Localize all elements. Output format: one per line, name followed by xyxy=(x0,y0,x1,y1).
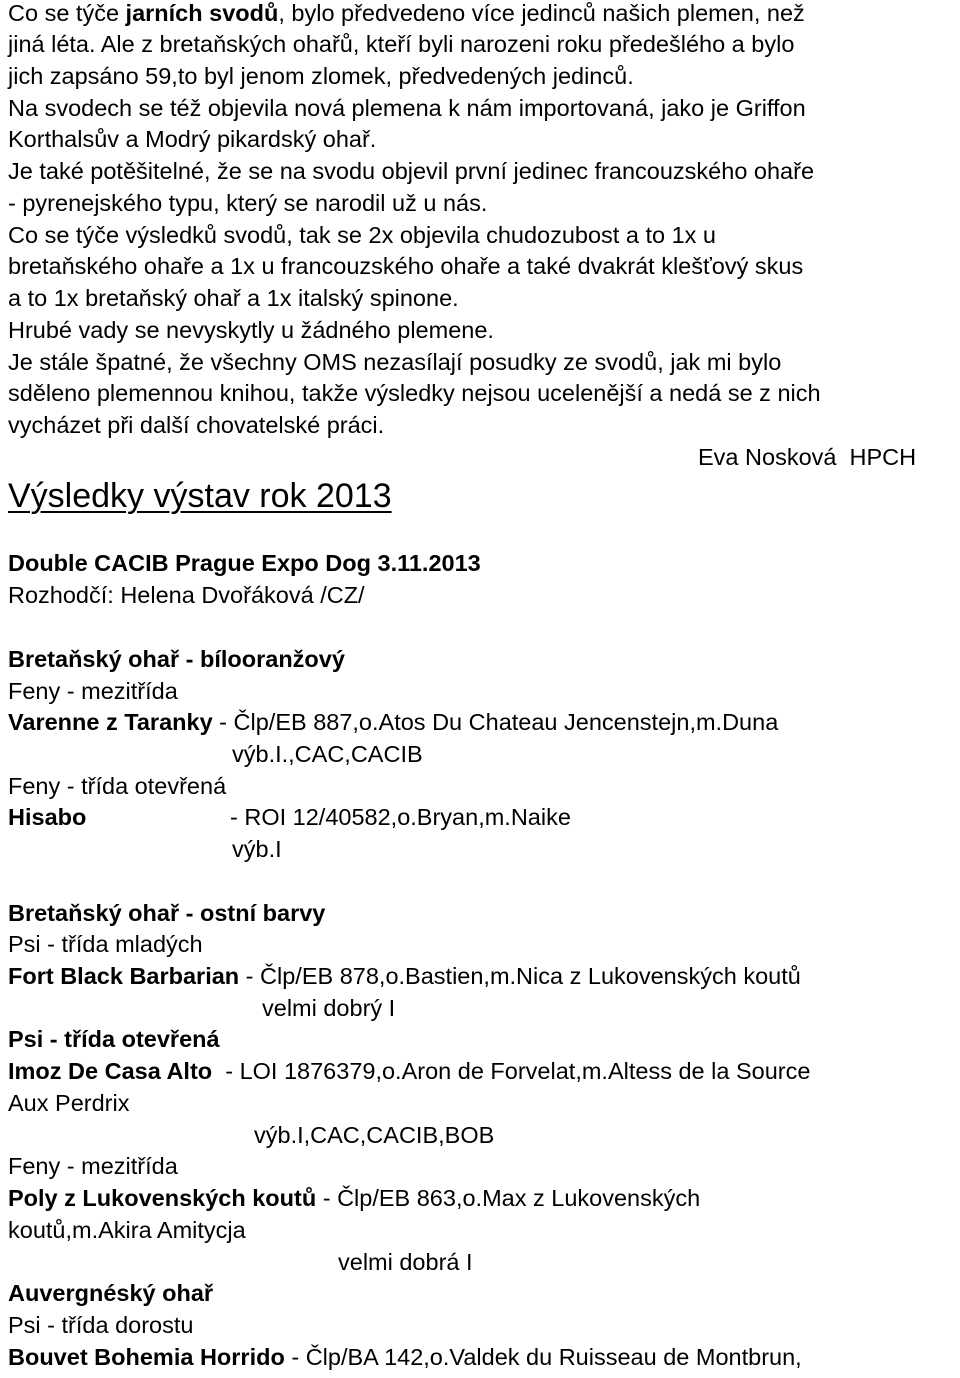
intro-line-14: vycházet při další chovatelské práci. xyxy=(8,412,385,438)
signature: Eva Nosková HPCH xyxy=(698,444,917,470)
dog-result: výb.I xyxy=(232,836,282,862)
breed-name: Auvergnéský ohař xyxy=(8,1280,214,1306)
dog-name: Hisabo xyxy=(8,804,87,830)
dog-info: - LOI 1876379,o.Aron de Forvelat,m.Altess de la Source xyxy=(212,1058,811,1084)
dog-info-cont: koutů,m.Akira Amitycja xyxy=(8,1217,246,1243)
dog-name: Poly z Lukovenských koutů xyxy=(8,1185,317,1211)
dog-entry xyxy=(8,707,778,737)
breed-name: Bretaňský ohař - bílooranžový xyxy=(8,646,345,672)
intro-line-3: jich zapsáno 59,to byl jenom zlomek, předvedených jedinců. xyxy=(8,63,634,89)
intro-line-9: bretaňského ohaře a 1x u francouzského ohaře a také dvakrát klešťový skus xyxy=(8,253,804,279)
intro-line-8: Co se týče výsledků svodů, tak se 2x objevila chudozubost a to 1x u xyxy=(8,222,717,248)
class-label: Feny - mezitřída xyxy=(8,678,178,704)
dog-result: výb.I,CAC,CACIB,BOB xyxy=(254,1122,495,1148)
dog-entry xyxy=(8,1056,810,1086)
intro-line-11: Hrubé vady se nevyskytly u žádného plemene. xyxy=(8,317,494,343)
class-label: Feny - mezitřída xyxy=(8,1153,178,1179)
show-title: Double CACIB Prague Expo Dog 3.11.2013 xyxy=(8,550,481,576)
dog-result: velmi dobrá I xyxy=(338,1249,473,1275)
text-bold: jarních svodů xyxy=(125,0,279,26)
dog-result: výb.I.,CAC,CACIB xyxy=(232,741,423,767)
intro-line-10: a to 1x bretaňský ohař a 1x italský spinone. xyxy=(8,285,459,311)
dog-entry xyxy=(8,961,801,991)
dog-info: - Člp/EB 878,o.Bastien,m.Nica z Lukovenských koutů xyxy=(239,963,801,989)
class-label: Psi - třída otevřená xyxy=(8,1026,220,1052)
dog-name: Fort Black Barbarian xyxy=(8,963,240,989)
dog-name: Varenne z Taranky xyxy=(8,709,213,735)
class-label: Feny - třída otevřená xyxy=(8,773,227,799)
class-label: Psi - třída mladých xyxy=(8,931,203,957)
text: Co se týče xyxy=(8,0,126,26)
dog-info: - ROI 12/40582,o.Bryan,m.Naike xyxy=(230,804,571,830)
show-judge: Rozhodčí: Helena Dvořáková /CZ/ xyxy=(8,582,365,608)
dog-info-cont: Aux Perdrix xyxy=(8,1090,130,1116)
dog-entry xyxy=(8,1342,802,1372)
dog-result: velmi dobrý I xyxy=(262,995,396,1021)
section-heading: Výsledky výstav rok 2013 xyxy=(8,477,392,515)
dog-info: - Člp/EB 863,o.Max z Lukovenských xyxy=(316,1185,701,1211)
intro-line-13: sděleno plemennou knihou, takže výsledky nejsou ucelenější a nedá se z nich xyxy=(8,380,821,406)
breed-name: Bretaňský ohař - ostní barvy xyxy=(8,900,326,926)
dog-entry xyxy=(8,1183,700,1213)
intro-line-7: - pyrenejského typu, který se narodil už u nás. xyxy=(8,190,488,216)
intro-line-12: Je stále špatné, že všechny OMS nezasílají posudky ze svodů, jak mi bylo xyxy=(8,349,782,375)
intro-line-6: Je také potěšitelné, že se na svodu objevil první jedinec francouzského ohaře xyxy=(8,158,815,184)
dog-name: Imoz De Casa Alto xyxy=(8,1058,213,1084)
intro-line-5: Korthalsův a Modrý pikardský ohař. xyxy=(8,126,377,152)
dog-info: - Člp/EB 887,o.Atos Du Chateau Jencenstejn,m.Duna xyxy=(212,709,779,735)
intro-line-2: jiná léta. Ale z bretaňských ohařů, kteří byli narozeni roku předešlého a bylo xyxy=(8,31,795,57)
intro-line-4: Na svodech se též objevila nová plemena k nám importovaná, jako je Griffon xyxy=(8,95,806,121)
dog-info: - Člp/BA 142,o.Valdek du Ruisseau de Montbrun, xyxy=(284,1344,802,1370)
class-label: Psi - třída dorostu xyxy=(8,1312,194,1338)
intro-line-1 xyxy=(8,0,805,28)
text: , bylo předvedeno více jedinců našich plemen, než xyxy=(278,0,805,26)
dog-name: Bouvet Bohemia Horrido xyxy=(8,1344,285,1370)
